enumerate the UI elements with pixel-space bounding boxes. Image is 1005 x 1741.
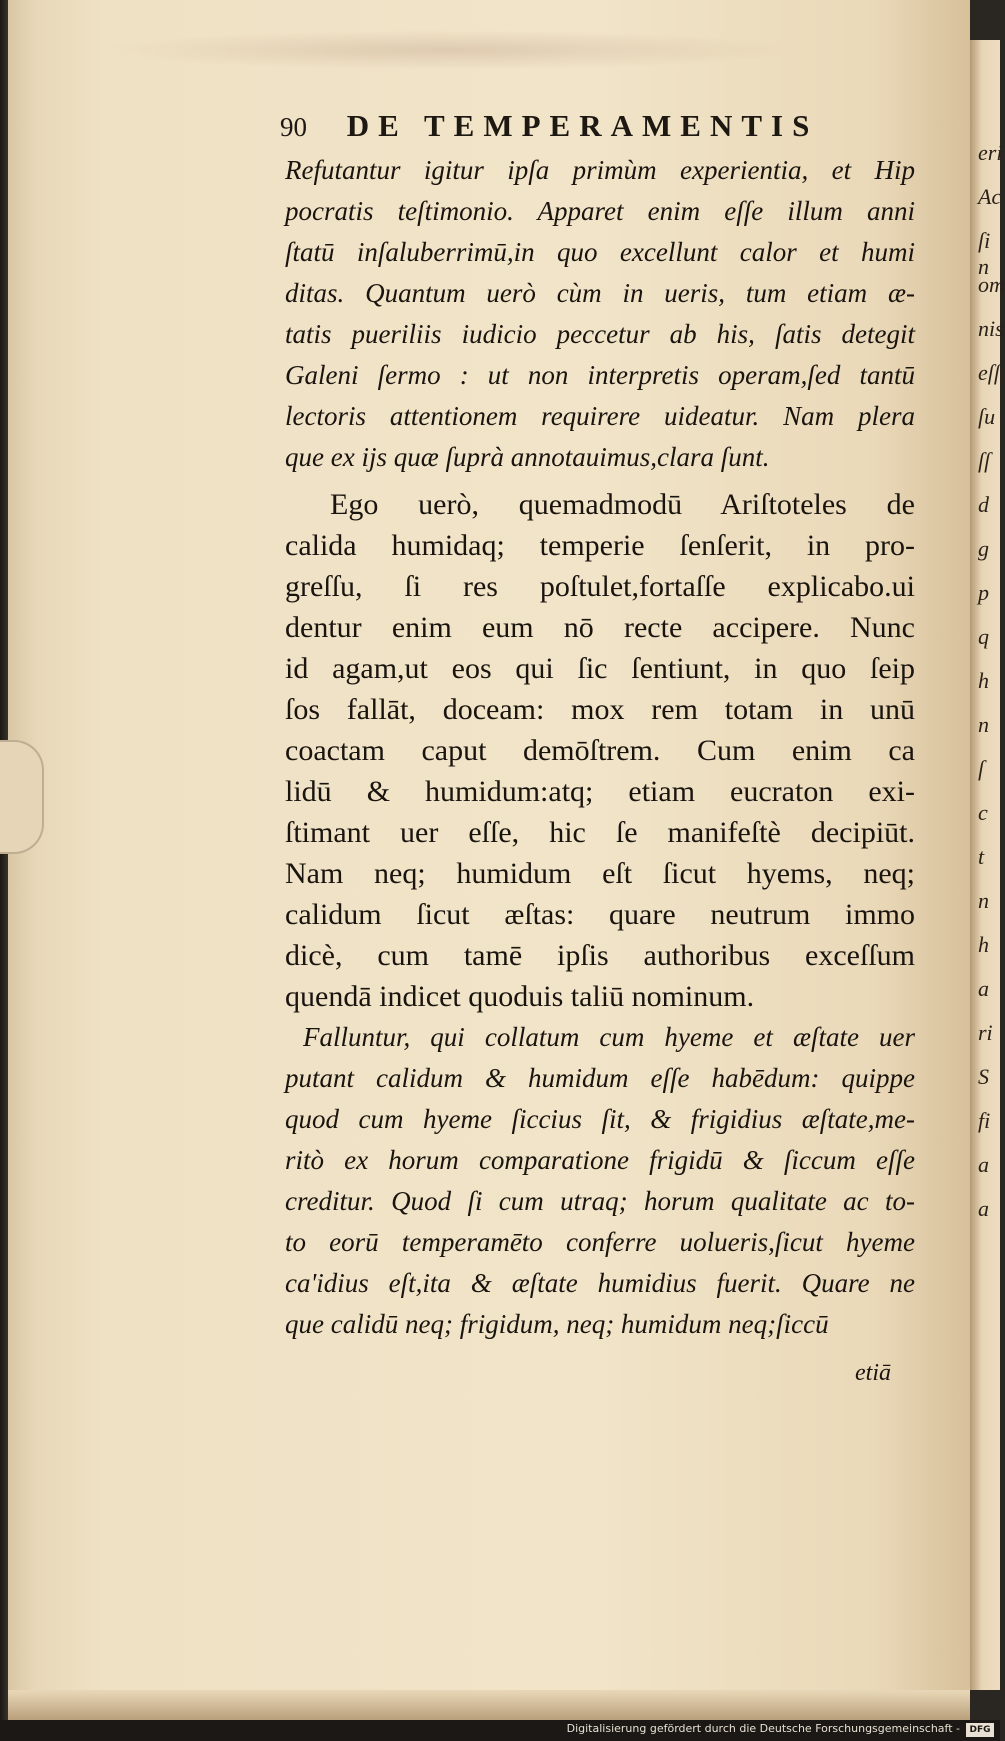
facing-page-fragment: q bbox=[978, 624, 989, 649]
binding-edge bbox=[0, 0, 8, 1741]
text-line: ritò ex horum comparatione frigidū & ſiccum eſſe bbox=[285, 1145, 915, 1175]
text-line: Galeni ſermo : ut non interpretis operam,ſed tantū bbox=[285, 360, 915, 390]
text-line: Refutantur igitur ipſa primùm experientia, et Hip bbox=[285, 155, 915, 185]
facing-page-fragment: ſ bbox=[978, 756, 985, 781]
facing-page-fragment: g bbox=[978, 536, 989, 561]
text-line: ca'idius eſt,ita & æſtate humidius fuerit. Quare ne bbox=[285, 1268, 915, 1298]
text-line: to eorū temperamēto conferre uolueris,ſicut hyeme bbox=[285, 1227, 915, 1257]
text-line: Nam neq; humidum eſt ſicut hyems, neq; bbox=[285, 857, 915, 890]
facing-page-fragment: p bbox=[978, 580, 989, 605]
facing-page-fragment: om bbox=[978, 272, 1005, 297]
text-line: quendā indicet quoduis taliū nominum. bbox=[285, 980, 755, 1013]
text-line: Ego uerò, quemadmodū Ariſtoteles de bbox=[330, 488, 915, 521]
text-line: ſtimant uer eſſe, hic ſe manifeſtè decipiūt. bbox=[285, 816, 915, 849]
text-line: creditur. Quod ſi cum utraq; horum qualitate ac to- bbox=[285, 1186, 915, 1216]
text-line: dicè, cum tamē ipſis authoribus exceſſum bbox=[285, 939, 915, 972]
text-line: pocratis teſtimonio. Apparet enim eſſe illum anni bbox=[285, 196, 915, 226]
facing-page-edge bbox=[970, 40, 1005, 1690]
page-tab-mark bbox=[0, 740, 44, 854]
text-line: Falluntur, qui collatum cum hyeme et æſtate uer bbox=[303, 1022, 915, 1052]
text-line: ſos fallāt, doceam: mox rem totam in unū bbox=[285, 693, 915, 726]
catchword: etiā bbox=[855, 1360, 891, 1386]
facing-page-fragment: n bbox=[978, 888, 989, 913]
digitization-credit: Digitalisierung gefördert durch die Deutsche Forschungsgemeinschaft - bbox=[566, 1722, 960, 1735]
facing-page-fragment: ri bbox=[978, 1020, 993, 1045]
facing-page-fragment: d bbox=[978, 492, 989, 517]
text-line: tatis pueriliis iudicio peccetur ab his, ſatis detegit bbox=[285, 319, 915, 349]
facing-page-fragment: a bbox=[978, 976, 989, 1001]
text-line: lectoris attentionem requirere uideatur. Nam plera bbox=[285, 401, 915, 431]
text-line: que ex ijs quæ ſuprà annotauimus,clara ſunt. bbox=[285, 442, 770, 472]
facing-page-fragment: c bbox=[978, 800, 988, 825]
facing-page-fragment: a bbox=[978, 1152, 989, 1177]
facing-page-fragment: ſſ bbox=[978, 448, 991, 473]
facing-page-fragment: eſſ bbox=[978, 360, 1000, 385]
running-title: DE TEMPERAMENTIS bbox=[346, 108, 819, 143]
text-line: greſſu, ſi res poſtulet,fortaſſe explicabo.ui bbox=[285, 570, 915, 603]
text-line: lidū & humidum:atq; etiam eucraton exi- bbox=[285, 775, 915, 808]
text-line: ditas. Quantum uerò cùm in ueris, tum etiam æ- bbox=[285, 278, 915, 308]
facing-page-fragment: ſi n bbox=[978, 228, 991, 279]
dfg-logo: DFG bbox=[966, 1723, 994, 1737]
facing-page-fragment: n bbox=[978, 712, 989, 737]
text-line: dentur enim eum nō recte accipere. Nunc bbox=[285, 611, 915, 644]
text-line: ſtatū inſaluberrimū,in quo excellunt calor et humi bbox=[285, 237, 915, 267]
text-line: que calidū neq; frigidum, neq; humidum neq;ſiccū bbox=[285, 1309, 829, 1339]
facing-page-fragment: ſu bbox=[978, 404, 996, 429]
facing-page-fragment: t bbox=[978, 844, 985, 869]
facing-page-fragment: Ac bbox=[978, 184, 1002, 209]
facing-page-fragment: h bbox=[978, 932, 989, 957]
text-line: putant calidum & humidum eſſe habēdum: quippe bbox=[285, 1063, 915, 1093]
facing-page-fragment: fi bbox=[978, 1108, 991, 1133]
text-line: coactam caput demōſtrem. Cum enim ca bbox=[285, 734, 915, 767]
facing-page-fragment: a bbox=[978, 1196, 989, 1221]
facing-page-fragment: h bbox=[978, 668, 989, 693]
running-header bbox=[280, 108, 920, 144]
text-line: calidum ſicut æſtas: quare neutrum immo bbox=[285, 898, 915, 931]
facing-page-fragment: S bbox=[978, 1064, 989, 1089]
text-line: calida humidaq; temperie ſenſerit, in pro- bbox=[285, 529, 915, 562]
facing-page-fragment: eri bbox=[978, 140, 1003, 165]
ink-bleed-through bbox=[98, 30, 798, 70]
page-number: 90 bbox=[280, 112, 307, 142]
text-line: quod cum hyeme ſiccius ſit, & frigidius æſtate,me- bbox=[285, 1104, 915, 1134]
text-line: id agam,ut eos qui ſic ſentiunt, in quo ſeip bbox=[285, 652, 915, 685]
facing-page-fragment: nis bbox=[978, 316, 1004, 341]
